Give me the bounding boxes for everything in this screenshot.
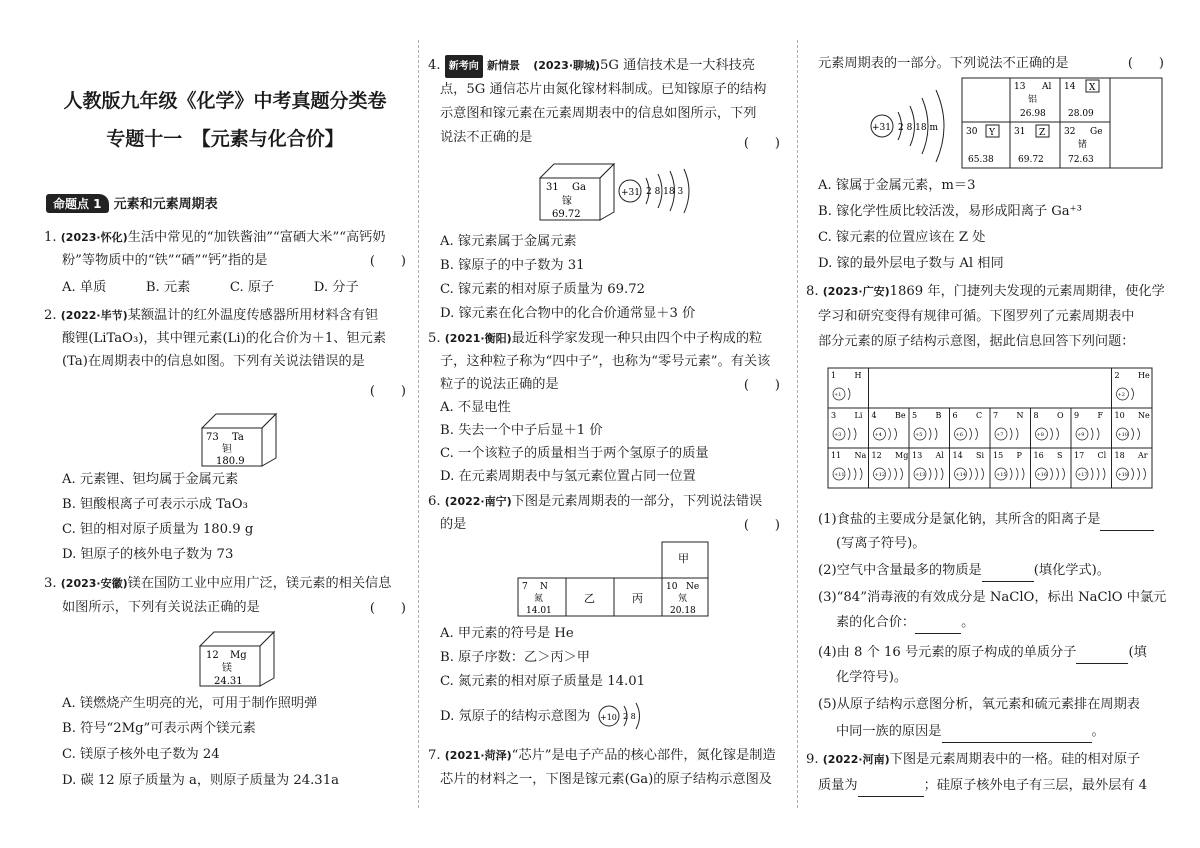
svg-text:镁: 镁 (222, 663, 232, 674)
q8-line3: 部分元素的原子结构示意图，据此信息回答下列问题： (818, 334, 1135, 349)
svg-text:14: 14 (1064, 82, 1076, 92)
element-cell-cl (1071, 448, 1112, 488)
svg-text:+6: +6 (955, 432, 963, 438)
q3-line2: 如图所示，下列有关说法正确的是 (62, 600, 260, 615)
element-cell-c (950, 408, 991, 448)
svg-text:+18: +18 (1117, 472, 1129, 478)
q5-line3: 粒子的说法正确的是 (440, 377, 559, 392)
svg-text:+12: +12 (874, 472, 886, 478)
svg-text:9: 9 (1074, 411, 1080, 420)
svg-text:+10: +10 (600, 713, 617, 722)
element-cell-na (828, 448, 869, 488)
svg-text:+15: +15 (996, 472, 1007, 478)
q4-line1: 4. 新考向 新情景 (2023·聊城)5G 通信技术是一大科技亮 (428, 54, 755, 78)
q2-line1: 2. (2022·毕节)某额温计的红外温度传感器所用材料含有钽 (44, 308, 379, 323)
svg-text:Li: Li (854, 411, 863, 420)
q8-sub3: (3)“84”消毒液的有效成分是 NaClO，标出 NaClO 中氯元 (818, 590, 1167, 605)
q1-options: A. 单质 B. 元素 C. 原子 D. 分子 (62, 280, 359, 295)
q4-option-c: C. 镓元素的相对原子质量为 69.72 (440, 282, 646, 297)
q6-option-b: B. 原子序数：乙＞丙＞甲 (440, 650, 590, 665)
tantalum-element-cell (198, 408, 282, 468)
svg-text:P: P (1016, 451, 1022, 460)
svg-text:6: 6 (952, 411, 958, 420)
gallium-element-cell (536, 158, 620, 222)
column-divider (418, 40, 419, 808)
svg-text:氮: 氮 (534, 594, 544, 604)
svg-text:O: O (1057, 411, 1064, 420)
svg-text:Mg: Mg (895, 451, 909, 460)
svg-text:5: 5 (912, 411, 918, 420)
svg-text:Mg: Mg (230, 650, 247, 661)
svg-text:16: 16 (1033, 451, 1044, 460)
svg-text:+3: +3 (834, 432, 842, 438)
element-cell-he (1112, 368, 1153, 408)
q1-line1: 1. (2023·怀化)生活中常见的“加铁酱油”“富硒大米”“高钙奶 (44, 230, 386, 245)
svg-text:28.09: 28.09 (1068, 109, 1094, 119)
svg-text:2 8 18 3: 2 8 18 3 (646, 187, 684, 197)
new-direction-tag: 新考向 (445, 55, 483, 78)
q7-option-c: C. 镓元素的位置应该在 Z 处 (818, 230, 986, 245)
q3-option-a: A. 镁燃烧产生明亮的光，可用于制作照明弹 (62, 696, 318, 711)
svg-text:+31: +31 (621, 188, 640, 198)
q7-line3: 元素周期表的一部分。下列说法不正确的是 (818, 56, 1069, 71)
svg-text:B: B (935, 411, 942, 420)
svg-text:+13: +13 (915, 472, 926, 478)
column-1 (36, 0, 414, 848)
q7-option-d: D. 镓的最外层电子数与 Al 相同 (818, 256, 1004, 271)
svg-text:铝: 铝 (1028, 95, 1038, 105)
element-cell-al (909, 448, 950, 488)
svg-text:C: C (976, 411, 983, 420)
svg-text:+7: +7 (996, 432, 1004, 438)
q5-option-b: B. 失去一个中子后显＋1 价 (440, 423, 603, 438)
svg-text:+8: +8 (1036, 432, 1044, 438)
svg-text:31: 31 (546, 182, 559, 193)
svg-text:13: 13 (1014, 82, 1026, 92)
q9-line1: 9. (2022·河南)下图是元素周期表中的一格。硅的相对原子 (806, 752, 1141, 767)
svg-text:15: 15 (993, 451, 1004, 460)
q3-answer-paren: ( ) (369, 601, 406, 616)
svg-text:Ge: Ge (1090, 127, 1103, 137)
svg-text:26.98: 26.98 (1020, 109, 1046, 119)
element-cell-li (828, 408, 869, 448)
svg-text:10: 10 (666, 582, 678, 592)
q8-sub1-cont: (写离子符号)。 (836, 536, 926, 551)
q8-sub4: (4)由 8 个 16 号元素的原子构成的单质分子 (填 (818, 641, 1147, 664)
q9-line2: 质量为 ；硅原子核外电子有三层，最外层有 4 (818, 774, 1147, 797)
page-title: 人教版九年级《化学》中考真题分类卷 (63, 90, 387, 112)
q5-answer-paren: ( ) (743, 378, 780, 393)
q2-option-b: B. 钽酸根离子可表示示成 TaO₃ (62, 497, 248, 512)
svg-text:He: He (1138, 371, 1150, 380)
svg-text:S: S (1057, 451, 1063, 460)
q3-option-b: B. 符号“2Mg”可表示两个镁元素 (62, 721, 256, 736)
q4-option-d: D. 镓元素在化合物中的化合价通常显＋3 价 (440, 306, 696, 321)
svg-text:17: 17 (1074, 451, 1085, 460)
svg-text:72.63: 72.63 (1068, 155, 1094, 165)
svg-text:Al: Al (1042, 82, 1052, 92)
q8-line1: 8. (2023·广安)1869 年，门捷列夫发现的元素周期律，使化学 (806, 284, 1165, 299)
element-cell-ne (1112, 408, 1153, 448)
svg-text:F: F (1097, 411, 1104, 420)
q8-sub3-cont: 素的化合价： 。 (836, 611, 974, 634)
element-cell-h (828, 368, 869, 408)
svg-text:11: 11 (831, 451, 842, 460)
svg-text:7: 7 (522, 582, 528, 592)
q2-line3: (Ta)在周期表中的信息如图。下列有关说法错误的是 (62, 354, 365, 369)
svg-text:+11: +11 (834, 472, 845, 478)
q7-line2: 芯片的材料之一，下图是镓元素(Ga)的原子结构示意图及 (440, 772, 772, 787)
neon-atom-diagram (596, 698, 660, 734)
q5-option-a: A. 不显电性 (440, 400, 511, 415)
element-cell-si (950, 448, 991, 488)
svg-text:+2: +2 (1117, 392, 1125, 398)
q6-line1: 6. (2022·南宁)下图是元素周期表的一部分，下列说法错误 (428, 494, 763, 509)
q8-sub5-cont: 中同一族的原因是 。 (836, 720, 1105, 743)
svg-text:65.38: 65.38 (968, 155, 994, 165)
gallium-atom-diagram (616, 166, 706, 216)
q4-answer-paren: ( ) (743, 136, 780, 151)
q5-line2: 子，这种粒子称为“四中子”，也称为“零号元素”。有关该 (440, 354, 771, 369)
q4-line3: 示意图和镓元素在元素周期表中的信息如图所示，下列 (440, 106, 757, 121)
q8-sub5: (5)从原子结构示意图分析，氧元素和硫元素排在周期表 (818, 697, 1140, 712)
q8-sub1: (1)食盐的主要成分是氯化钠，其所含的阳离子是 (818, 508, 1154, 531)
q5-line1: 5. (2021·衡阳)最近科学家发现一种只由四个中子构成的粒 (428, 331, 763, 346)
column-2 (428, 0, 788, 848)
element-cell-be (869, 408, 910, 448)
q2-option-c: C. 钽的相对原子质量为 180.9 g (62, 522, 254, 537)
svg-text:30: 30 (966, 127, 978, 137)
svg-text:+14: +14 (955, 472, 967, 478)
svg-text:8: 8 (1033, 411, 1039, 420)
svg-text:Cl: Cl (1097, 451, 1107, 460)
svg-text:14: 14 (952, 451, 963, 460)
magnesium-element-cell (196, 626, 280, 688)
svg-text:18: 18 (1114, 451, 1125, 460)
q7-option-a: A. 镓属于金属元素，m＝3 (818, 178, 976, 193)
element-cell-f (1071, 408, 1112, 448)
svg-text:+31: +31 (872, 123, 891, 133)
q5-option-c: C. 一个该粒子的质量相当于两个氢原子的质量 (440, 446, 709, 461)
q7-option-b: B. 镓化学性质比较活泼，易形成阳离子 Ga⁺³ (818, 204, 1082, 219)
q8-sub2: (2)空气中含量最多的物质是 (填化学式)。 (818, 559, 1110, 582)
svg-text:32: 32 (1064, 127, 1076, 137)
q8-periodic-table (826, 366, 1172, 496)
svg-text:14.01: 14.01 (526, 606, 552, 616)
svg-text:Al: Al (935, 451, 944, 460)
svg-text:Ne: Ne (686, 582, 700, 592)
svg-text:2: 2 (1114, 371, 1120, 380)
svg-text:1: 1 (831, 371, 837, 380)
section-badge: 命题点 1 (46, 194, 109, 213)
svg-text:Ga: Ga (572, 182, 586, 193)
q6-line2: 的是 (440, 517, 467, 532)
svg-text:+16: +16 (1036, 472, 1048, 478)
q6-periodic-table-fragment (512, 540, 716, 620)
element-cell-s (1031, 448, 1072, 488)
svg-text:Ta: Ta (232, 432, 244, 443)
svg-text:丙: 丙 (632, 592, 643, 605)
svg-text:Ar: Ar (1138, 451, 1148, 460)
column-divider (797, 40, 798, 808)
q7-answer-paren: ( ) (1127, 56, 1164, 71)
svg-text:Si: Si (976, 451, 985, 460)
svg-text:Ne: Ne (1138, 411, 1150, 420)
q7-line1: 7. (2021·菏泽)“芯片”是电子产品的核心部件，氮化镓是制造 (428, 748, 776, 763)
svg-text:180.9: 180.9 (216, 456, 245, 467)
q4-option-b: B. 镓原子的中子数为 31 (440, 258, 585, 273)
svg-text:N: N (1016, 411, 1024, 420)
svg-text:+9: +9 (1077, 432, 1085, 438)
svg-text:N: N (540, 582, 548, 592)
q2-option-d: D. 钽原子的核外电子数为 73 (62, 547, 234, 562)
svg-text:20.18: 20.18 (670, 606, 696, 616)
svg-text:乙: 乙 (584, 592, 595, 605)
svg-text:+1: +1 (834, 392, 842, 398)
svg-text:10: 10 (1114, 411, 1125, 420)
svg-text:镓: 镓 (562, 196, 572, 207)
page-subtitle: 专题十一 【元素与化合价】 (106, 128, 344, 150)
svg-text:Na: Na (854, 451, 867, 460)
svg-text:24.31: 24.31 (214, 676, 243, 687)
svg-text:12: 12 (206, 650, 219, 661)
q6-option-d: D. 氖原子的结构示意图为 (440, 709, 591, 724)
element-cell-n (990, 408, 1031, 448)
q2-option-a: A. 元素锂、钽均属于金属元素 (62, 472, 239, 487)
q3-option-c: C. 镁原子核外电子数为 24 (62, 747, 220, 762)
section-title: 元素和元素周期表 (113, 197, 218, 212)
svg-text:7: 7 (993, 411, 999, 420)
q1-answer-paren: ( ) (369, 254, 406, 269)
q3-option-d: D. 碳 12 原子质量为 a，则原子质量为 24.31a (62, 773, 339, 788)
q7-periodic-table-fragment (958, 76, 1164, 170)
element-cell-p (990, 448, 1031, 488)
svg-text:3: 3 (831, 411, 837, 420)
q1-line2: 粉”等物质中的“铁”“硒”“钙”指的是 (62, 253, 268, 268)
svg-text:2 8 18 m: 2 8 18 m (898, 123, 939, 133)
svg-text:2 8: 2 8 (623, 712, 636, 721)
svg-text:69.72: 69.72 (1018, 155, 1044, 165)
svg-text:+17: +17 (1077, 472, 1088, 478)
svg-text:73: 73 (206, 432, 219, 443)
q2-line2: 酸锂(LiTaO₃)，其中锂元素(Li)的化合价为＋1、钽元素 (62, 331, 387, 346)
svg-text:锗: 锗 (1078, 140, 1088, 150)
svg-text:4: 4 (871, 411, 877, 420)
element-cell-b (909, 408, 950, 448)
element-cell-ar (1112, 448, 1153, 488)
q6-answer-paren: ( ) (743, 518, 780, 533)
q4-option-a: A. 镓元素属于金属元素 (440, 234, 577, 249)
q4-line4: 说法不正确的是 (440, 130, 533, 145)
q2-answer-paren: ( ) (369, 384, 406, 399)
q3-line1: 3. (2023·安徽)镁在国防工业中应用广泛，镁元素的相关信息 (44, 576, 392, 591)
element-cell-o (1031, 408, 1072, 448)
q5-option-d: D. 在元素周期表中与氢元素位置占同一位置 (440, 469, 696, 484)
svg-text:Be: Be (895, 411, 906, 420)
svg-text:69.72: 69.72 (552, 209, 581, 220)
q4-line2: 点，5G 通信芯片由氮化镓材料制成。已知镓原子的结构 (440, 82, 767, 97)
element-cell-mg (869, 448, 910, 488)
q6-option-c: C. 氮元素的相对原子质量是 14.01 (440, 674, 646, 689)
svg-text:氖: 氖 (678, 594, 688, 604)
q8-sub4-cont: 化学符号)。 (836, 670, 908, 685)
svg-text:钽: 钽 (222, 444, 232, 455)
svg-text:Y: Y (989, 128, 995, 138)
svg-text:13: 13 (912, 451, 923, 460)
svg-text:H: H (854, 371, 862, 380)
svg-text:Z: Z (1039, 128, 1046, 138)
q8-line2: 学习和研究变得有规律可循。下图罗列了元素周期表中 (818, 309, 1135, 324)
section-header (46, 193, 218, 213)
svg-text:X: X (1089, 83, 1096, 93)
svg-text:12: 12 (871, 451, 882, 460)
column-3 (806, 0, 1172, 848)
svg-text:+5: +5 (915, 432, 923, 438)
svg-text:+10: +10 (1117, 432, 1129, 438)
svg-text:甲: 甲 (678, 552, 689, 565)
svg-text:+4: +4 (874, 432, 882, 438)
svg-text:31: 31 (1014, 127, 1026, 137)
gallium-atom-diagram-m (866, 84, 966, 164)
q6-option-a: A. 甲元素的符号是 He (440, 626, 574, 641)
